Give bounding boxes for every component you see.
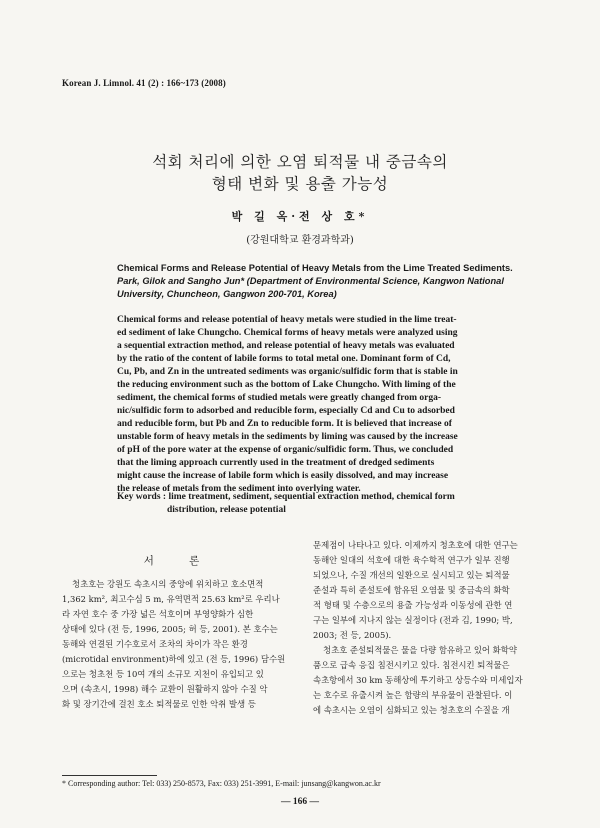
body-line: 1,362 km², 최고수심 5 m, 유역면적 25.63 km²로 우리나 [62,594,280,604]
abstract-line: the release of metals from the sediment into overlying water. [117,484,361,494]
abstract-line: the reducing environment such as the bottom of Lake Chungcho. With liming of the [117,380,456,390]
title-ko-line-2: 형태 변화 및 용출 가능성 [211,175,389,193]
body-line: (microtidal environment)하에 있고 (전 등, 1996) 담수원 [62,654,286,664]
title-en: Chemical Forms and Release Potential of Heavy Metals from the Lime Treated Sediments. [117,263,513,273]
body-line: 동해안 일대의 석호에 대한 육수학적 연구가 일부 진행 [313,555,510,565]
journal-citation: Korean J. Limnol. 41 (2) : 166~173 (2008) [62,78,226,88]
abstract-line: and reducible form, but Pb and Zn to reducible form. It is believed that increase of [117,419,452,429]
keywords-line-1: Key words : lime treatment, sediment, sequential extraction method, chemical form [117,492,455,502]
body-line: 적 형태 및 수층으로의 용출 가능성과 이동성에 관한 연 [313,600,513,610]
body-line: 속초항에서 30 km 동해상에 투기하고 상등수와 미세입자 [313,675,523,685]
abstract-line: Chemical forms and release potential of heavy metals were studied in the lime treat- [117,315,457,325]
body-line: 으로는 청초천 등 10여 개의 소규모 지천이 유입되고 있 [62,669,264,679]
abstract-line: sediment, the chemical forms of studied metals were greatly changed from orga- [117,393,441,403]
abstract-line: might cause the increase of labile form which is easily dissolved, and may increase [117,471,449,481]
affiliation-ko: (강원대학교 환경과학과) [246,235,354,246]
authors-affiliation-en: Park, Gilok and Sangho Jun* (Department of Environmental Science, Kangwon National [117,276,504,286]
body-line: 동해와 연결된 기수호로서 조차의 차이가 작은 환경 [62,639,248,649]
keywords [117,491,525,517]
body-line: 는 호수로 유출시켜 높은 함량의 부유물이 관찰된다. 이 [313,690,513,700]
body-line: 화 및 장기간에 걸친 호소 퇴적물로 인한 악취 발생 등 [62,699,256,709]
title-ko-line-1: 석회 처리에 의한 오염 퇴적물 내 중금속의 [152,153,448,171]
body-line: 되었으나, 수질 개선의 일환으로 실시되고 있는 퇴적물 [313,570,510,580]
section-heading-introduction: 서 론 [143,555,216,567]
body-line: 청초호는 강원도 속초시의 중앙에 위치하고 호소면적 [72,579,264,589]
abstract-line: unstable form of heavy metals in the sediments by liming was caused by the increase [117,432,458,442]
footnote-corresponding-author: * Corresponding author: Tel: 033) 250-8573, Fax: 033) 251-3991, E-mail: junsang@kangwon.ac.kr [62,779,381,788]
body-line: 으며 (속초시, 1998) 해수 교환이 원활하지 않아 수질 악 [62,684,268,694]
abstract [117,314,525,496]
abstract-line: ed sediment of lake Chungcho. Chemical forms of heavy metals were analyzed using [117,328,458,338]
page-number: — 166 — [281,797,319,807]
abstract-line: that the liming approach currently used in the treatment of dredged sediments [117,458,435,468]
abstract-line: of pH of the pore water at the expense of organic/sulfidic form. Thus, we concluded [117,445,454,455]
abstract-line: a sequential extraction method, and release potential of heavy metals was evaluated [117,341,455,351]
footnote-rule [62,775,157,776]
abstract-line: by the ratio of the content of labile forms to total metal one. Dominant form of Cd, [117,354,451,364]
title-en-block [117,262,513,301]
body-line: 청초호 준설퇴적물은 물을 다량 함유하고 있어 화학약 [323,645,517,655]
authors-ko: 박 길 옥·전 상 호* [231,210,369,223]
body-line: 문제점이 나타나고 있다. 이제까지 청초호에 대한 연구는 [313,540,518,550]
body-column-left [62,577,294,712]
body-line: 에 속초시는 오염이 심화되고 있는 청초호의 수질을 개 [313,705,510,715]
affiliation-en-continued: University, Chuncheon, Gangwon 200-701, Korea) [117,289,337,299]
body-line: 2003; 전 등, 2005). [313,630,392,640]
abstract-line: nic/sulfidic form to adsorbed and reducible form, especially Cd and Cu to adsorbed [117,406,455,416]
body-line: 상태에 있다 (전 등, 1996, 2005; 허 등, 2001). 본 호수는 [62,624,278,634]
body-line: 준설과 특히 준설토에 함유된 오염물 및 중금속의 화학 [313,585,510,595]
abstract-line: Cu, Pb, and Zn in the untreated sediments was organic/sulfidic form that is stable in [117,367,458,377]
body-line: 구는 일부에 지나지 않는 실정이다 (전과 김, 1990; 박, [313,615,513,625]
keywords-line-2: distribution, release potential [167,505,286,515]
body-line: 라 자연 호수 중 가장 넓은 석호이며 부영양화가 심한 [62,609,254,619]
body-column-right [313,538,551,718]
body-line: 품으로 급속 응집 침전시키고 있다. 침전시킨 퇴적물은 [313,660,510,670]
